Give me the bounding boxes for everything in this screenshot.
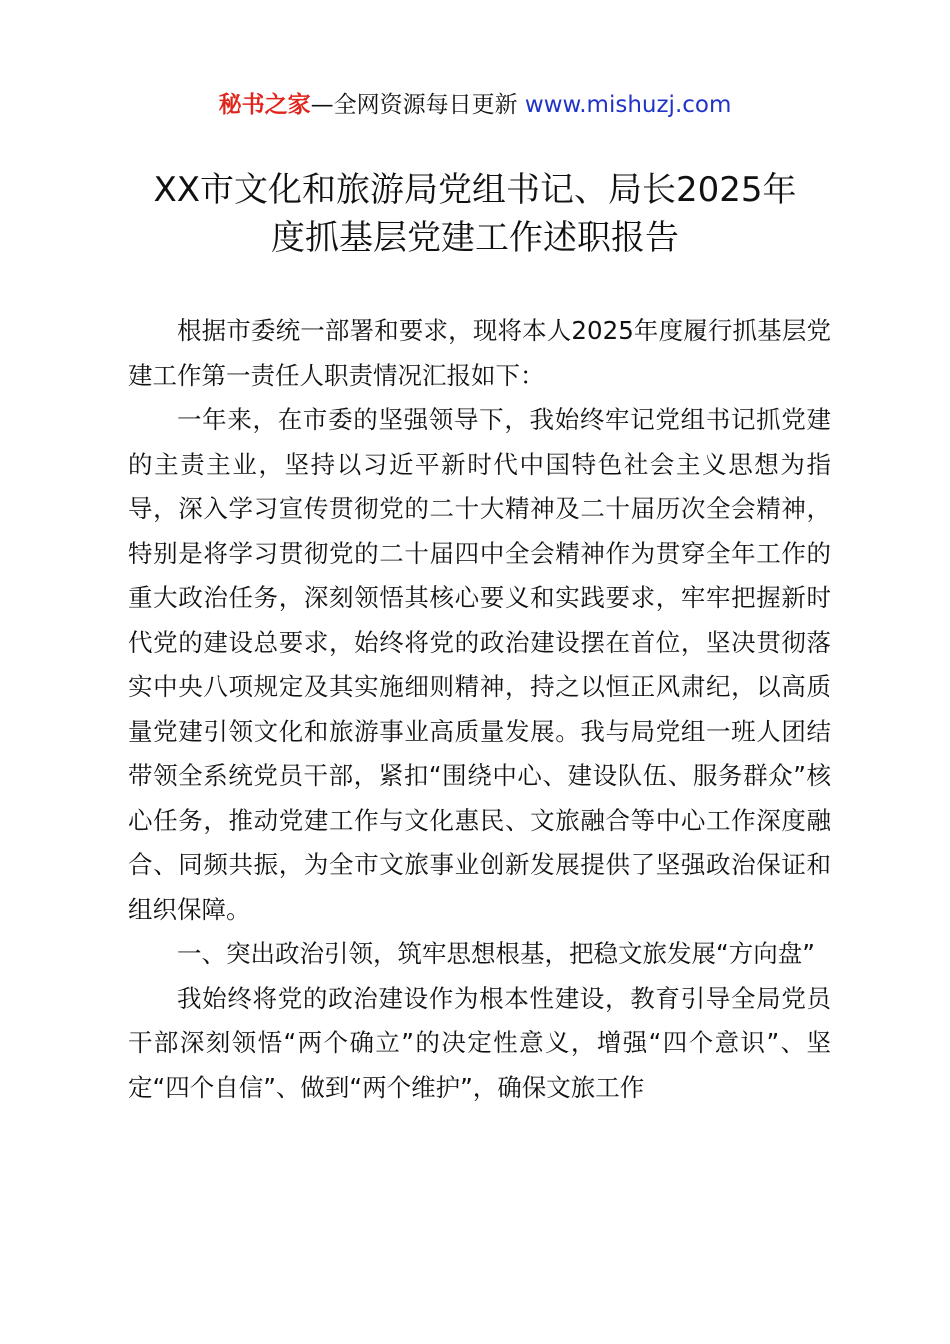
title-line-2: 度抓基层党建工作述职报告 bbox=[271, 218, 679, 258]
site-header bbox=[0, 88, 950, 122]
summary-paragraph: 一年来，在市委的坚强领导下，我始终牢记党组书记抓党建的主责主业，坚持以习近平新时代中国特色社会主义思想为指导，深入学习宣传贯彻党的二十大精神及二十届历次全会精神，特别是将学习贯彻党的二十届四中全会精神作为贯穿全年工作的重大政治任务，深刻领悟其核心要义和实践要求，牢牢把握新时代党的建设总要求，始终将党的政治建设摆在首位，坚决贯彻落实中央八项规定及其实施细则精神，持之以恒正风肃纪，以高质量党建引领文化和旅游事业高质量发展。我与局党组一班人团结带领全系统党员干部，紧扣“围绕中心、建设队伍、服务群众”核心任务，推动党建工作与文化惠民、文旅融合等中心工作深度融合、同频共振，为全市文旅事业创新发展提供了坚强政治保证和组织保障。 bbox=[128, 405, 831, 924]
brand-name: 秘书之家 bbox=[218, 92, 311, 118]
header-tagline: —全网资源每日更新 bbox=[310, 92, 525, 118]
title-line-1: XX市文化和旅游局党组书记、局长2025年 bbox=[153, 170, 797, 210]
document-title bbox=[110, 166, 840, 262]
intro-paragraph: 根据市委统一部署和要求，现将本人2025年度履行抓基层党建工作第一责任人职责情况汇报如下： bbox=[128, 316, 831, 390]
document-body bbox=[128, 309, 831, 1110]
section-1-paragraph: 我始终将党的政治建设作为根本性建设，教育引导全局党员干部深刻领悟“两个确立”的决定性意义，增强“四个意识”、坚定“四个自信”、做到“两个维护”，确保文旅工作 bbox=[128, 983, 831, 1102]
site-url-link[interactable]: www.mishuzj.com bbox=[524, 92, 732, 118]
section-heading-1: 一、突出政治引领，筑牢思想根基，把稳文旅发展“方向盘” bbox=[177, 939, 815, 968]
